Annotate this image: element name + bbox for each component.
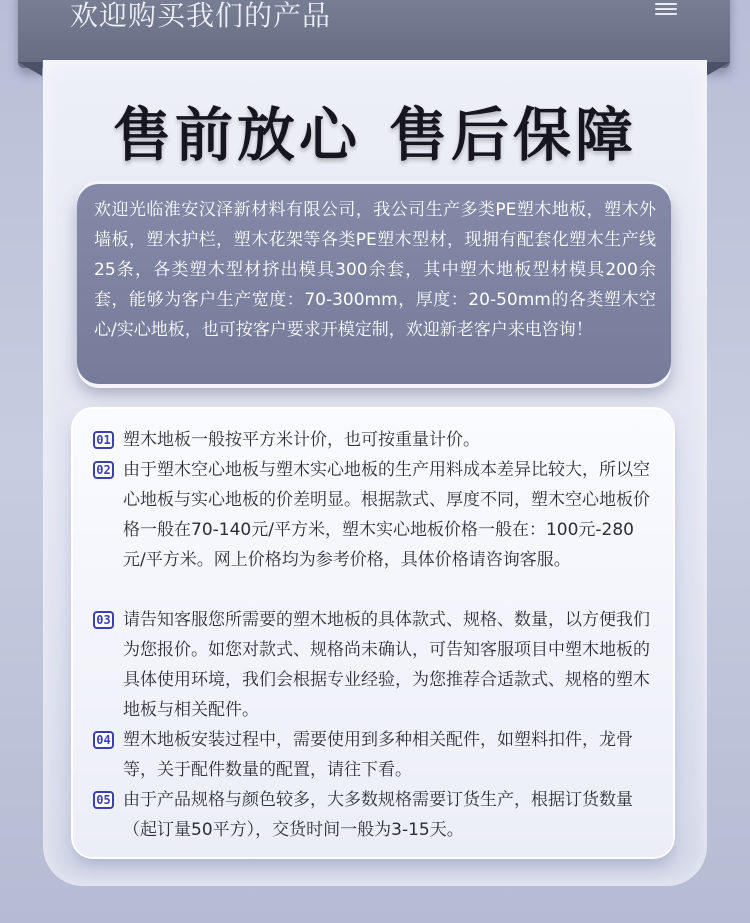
header-title: 欢迎购买我们的产品	[70, 0, 332, 32]
list-item	[93, 455, 655, 575]
banner-fold-right	[706, 62, 730, 76]
list-item-text: 请告知客服您所需要的塑木地板的具体款式、规格、数量，以方便我们为您报价。如您对款式、规格尚未确认，可告知客服项目中塑木地板的具体使用环境，我们会根据专业经验，为您推荐合适款式、规格的塑木地板与相关配件。	[123, 610, 650, 720]
list-item	[93, 785, 655, 845]
number-badge: 04	[93, 731, 114, 749]
list-item-text: 由于塑木空心地板与塑木实心地板的生产用料成本差异比较大，所以空心地板与实心地板的价差明显。根据款式、厚度不同，塑木空心地板价格一般在70-140元/平方米，塑木实心地板价格一般在：100元-280元/平方米。网上价格均为参考价格，具体价格请咨询客服。	[123, 460, 650, 570]
list-item-text: 由于产品规格与颜色较多，大多数规格需要订货生产，根据订货数量（起订量50平方），交货时间一般为3-15天。	[123, 790, 633, 840]
headline-right: 售后保障	[389, 101, 638, 169]
number-badge: 02	[93, 461, 114, 479]
page-headline	[0, 88, 750, 172]
headline-left: 售前放心	[112, 101, 361, 169]
hamburger-menu-icon[interactable]	[655, 0, 677, 18]
list-item	[93, 425, 655, 455]
intro-box	[77, 184, 671, 384]
list-item-text: 塑木地板一般按平方米计价，也可按重量计价。	[123, 430, 480, 450]
number-badge: 05	[93, 791, 114, 809]
banner-fold-left	[18, 62, 42, 76]
list-item-text: 塑木地板安装过程中，需要使用到多种相关配件，如塑料扣件，龙骨等，关于配件数量的配置，请往下看。	[123, 730, 633, 780]
number-badge: 01	[93, 431, 114, 449]
number-badge: 03	[93, 611, 114, 629]
intro-text: 欢迎光临淮安汉泽新材料有限公司，我公司生产多类PE塑木地板，塑木外墙板，塑木护栏，塑木花架等各类PE塑木型材，现拥有配套化塑木生产线25条，各类塑木型材挤出模具300余套，其中塑木地板型材模具200余套，能够为客户生产宽度：70-300mm，厚度：20-50mm的各类塑木空心/实心地板，也可按客户要求开模定制，欢迎新老客户来电咨询！	[94, 200, 656, 340]
list-item	[93, 605, 655, 725]
list-item	[93, 725, 655, 785]
notes-list	[73, 409, 673, 857]
